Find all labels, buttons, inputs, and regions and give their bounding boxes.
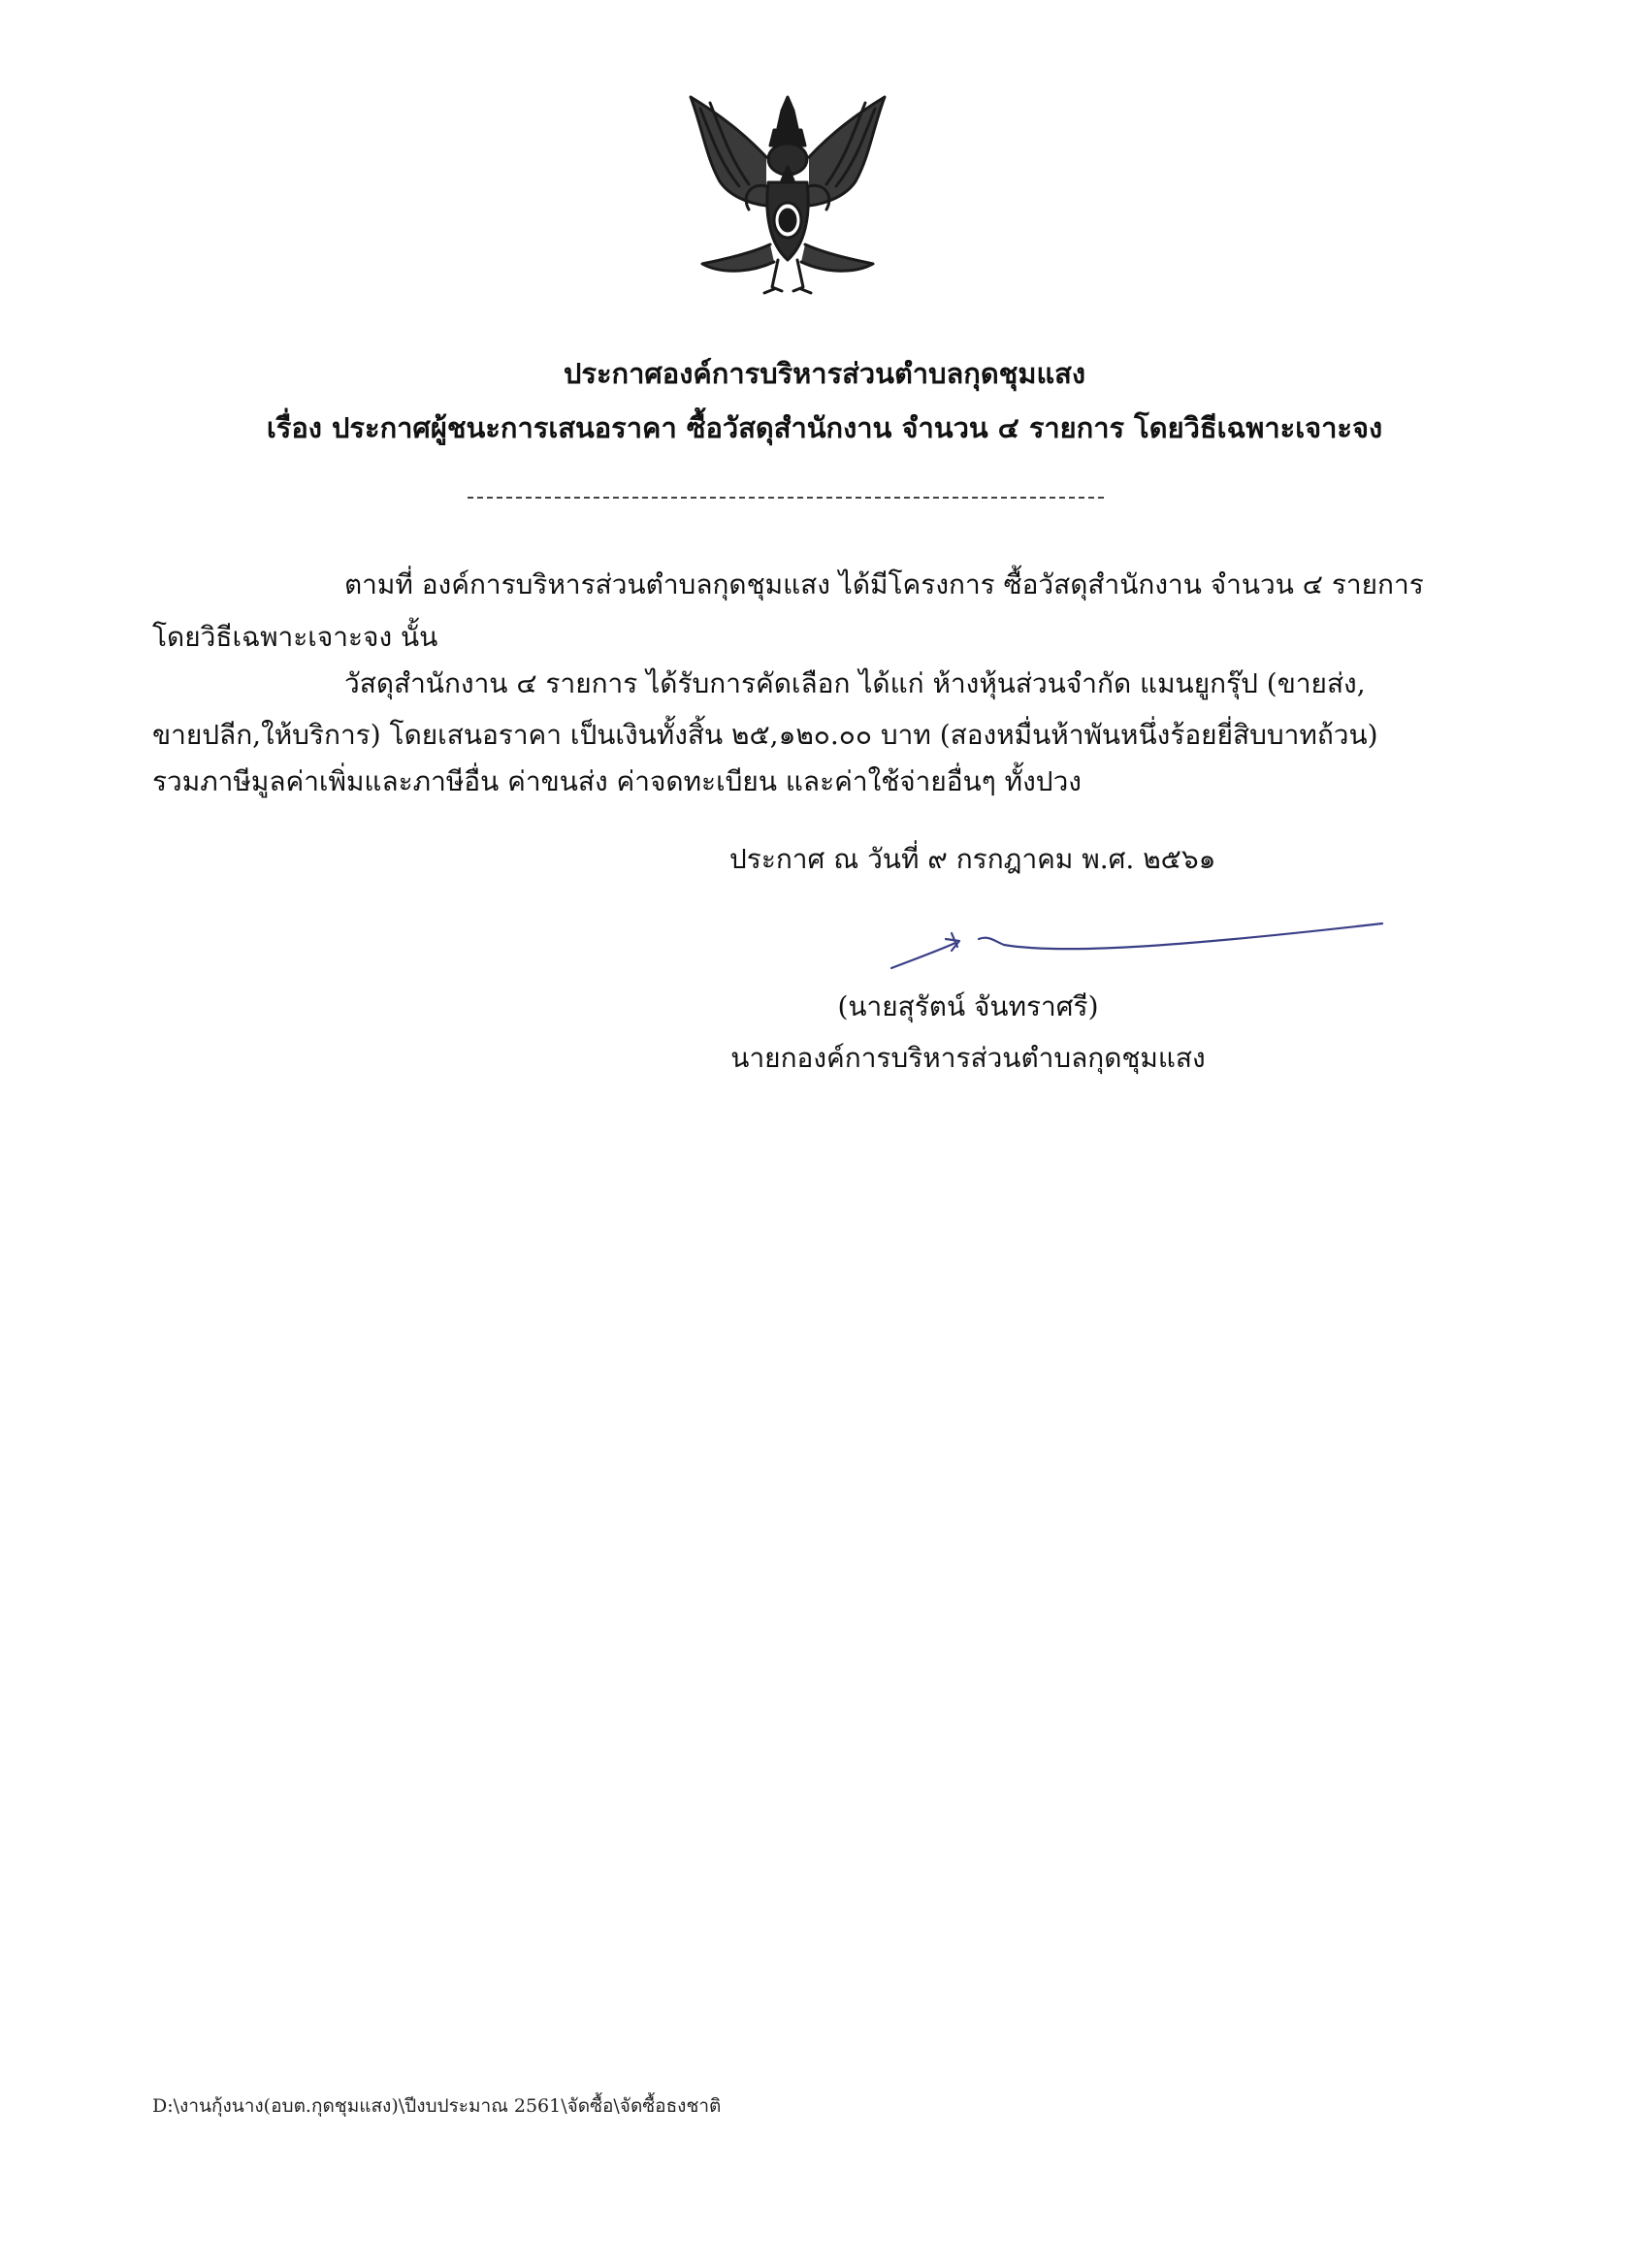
divider-dashed bbox=[468, 497, 1104, 499]
paragraph-1-line-2: โดยวิธีเฉพาะเจาะจง นั้น bbox=[152, 621, 438, 653]
announcement-subject: เรื่อง ประกาศผู้ชนะการเสนอราคา ซื้อวัสดุสำนักงาน จำนวน ๔ รายการ โดยวิธีเฉพาะเจาะจง bbox=[266, 411, 1383, 444]
file-path-footer: D:\งานกุ้งนาง(อบต.กุดชุมแสง)\ปีงบประมาณ 2561\จัดซื้อ\จัดซื้อธงชาติ bbox=[152, 2095, 722, 2117]
paragraph-2-line-3: รวมภาษีมูลค่าเพิ่มและภาษีอื่น ค่าขนส่ง ค่าจดทะเบียน และค่าใช้จ่ายอื่นๆ ทั้งปวง bbox=[152, 765, 1082, 797]
handwritten-signature bbox=[888, 912, 1392, 980]
paragraph-2-line-2: ขายปลีก,ให้บริการ) โดยเสนอราคา เป็นเงินทั้งสิ้น ๒๕,๑๒๐.๐๐ บาท (สองหมื่นห้าพันหนึ่งร้อยยี่สิบบาทถ้วน) bbox=[152, 719, 1378, 751]
paragraph-2-line-1: วัสดุสำนักงาน ๔ รายการ ได้รับการคัดเลือก ได้แก่ ห้างหุ้นส่วนจำกัด แมนยูกรุ๊ป (ขายส่ง, bbox=[344, 667, 1366, 699]
announcement-date: ประกาศ ณ วันที่ ๙ กรกฎาคม พ.ศ. ๒๕๖๑ bbox=[729, 843, 1216, 875]
signatory-name bbox=[0, 988, 1649, 1026]
paragraph-1-line-1: ตามที่ องค์การบริหารส่วนตำบลกุดชุมแสง ได้มีโครงการ ซื้อวัสดุสำนักงาน จำนวน ๔ รายการ bbox=[344, 568, 1424, 600]
signatory-position bbox=[0, 1039, 1649, 1078]
signatory-position-text: นายกองค์การบริหารส่วนตำบลกุดชุมแสง bbox=[730, 1042, 1206, 1074]
garuda-emblem-icon bbox=[681, 89, 894, 298]
signatory-name-text: (นายสุรัตน์ จันทราศรี) bbox=[837, 990, 1099, 1022]
announcement-title: ประกาศองค์การบริหารส่วนตำบลกุดชุมแสง bbox=[563, 357, 1085, 390]
